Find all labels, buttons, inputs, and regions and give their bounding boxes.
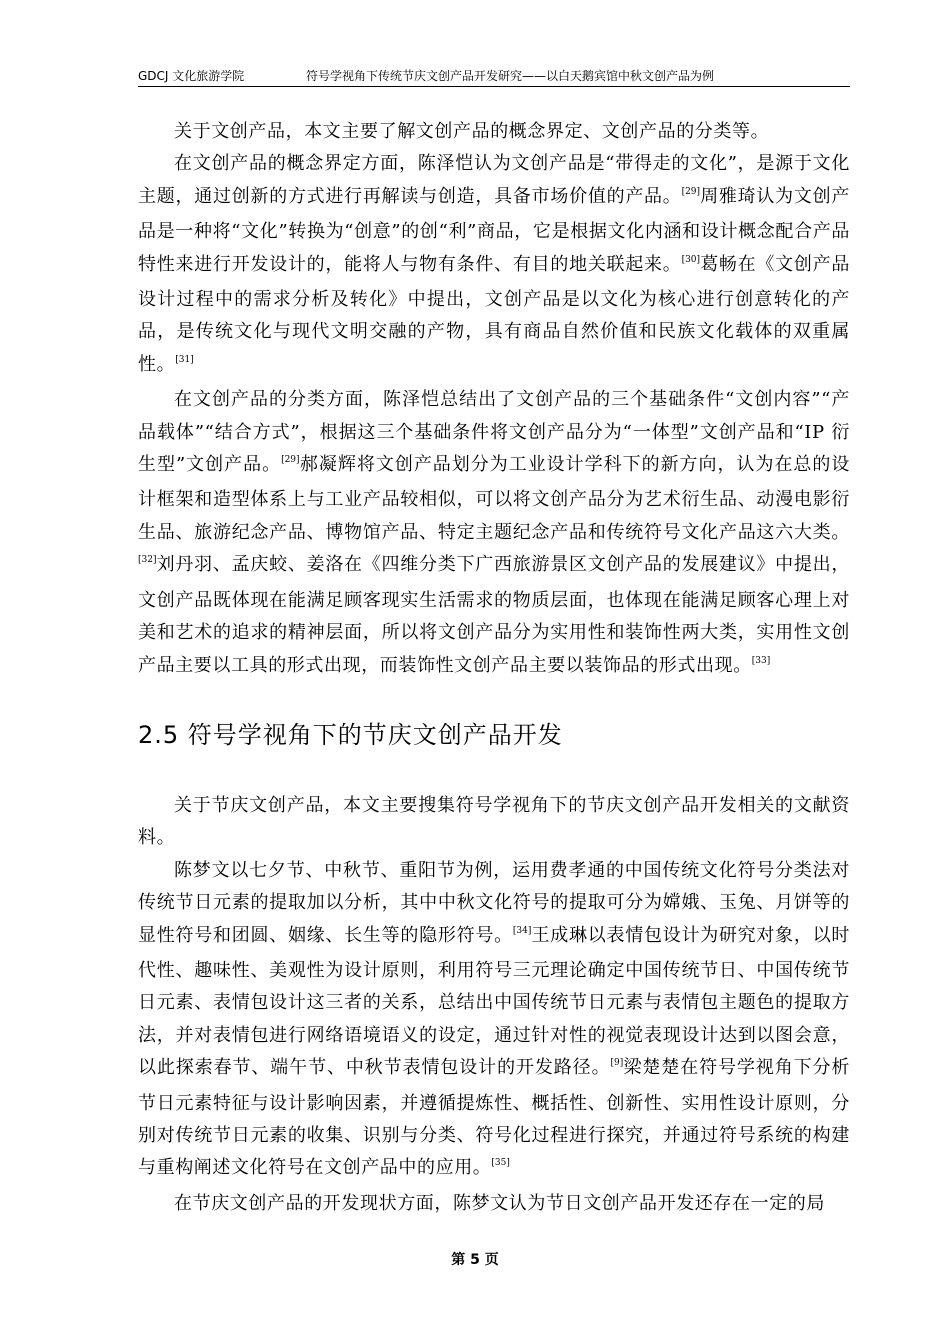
header-divider: [138, 86, 850, 87]
paragraph-text: 刘丹羽、孟庆蛟、姜洛在《四维分类下广西旅游景区文创产品的发展建议》中提出，文创产品既体现在能满足顾客现实生活需求的物质层面，也体现在能满足顾客心理上对美和艺术的追求的精神层面，所以将文创产品分为实用性和装饰性两大类，实用性文创产品主要以工具的形式出现，而装饰性文创产品主要以装饰品的形式出现。: [138, 554, 850, 676]
paragraph: 关于文创产品，本文主要了解文创产品的概念界定、文创产品的分类等。: [174, 121, 770, 142]
citation-ref: [31]: [175, 354, 194, 365]
paragraph-text: 陈梦文以七夕节、中秋节、重阳节为例，运用费孝通的中国传统文化符号分类法对传统节日元素的提取加以分析，其中中秋文化符号的提取可分为嫦娥、玉兔、月饼等的显性符号和团圆、姻缘、长生等的隐形符号。: [138, 859, 850, 946]
paragraph-text: 在文创产品的概念界定方面，陈泽恺认为文创产品是“带得走的文化”，是源于文化主题，通过创新的方式进行再解读与创造，具备市场价值的产品。: [138, 153, 850, 207]
paragraph-text: 梁楚楚在符号学视角下分析节日元素特征与设计影响因素，并遵循提炼性、概括性、创新性、实用性设计原则，分别对传统节日元素的收集、识别与分类、符号化过程进行探究，并通过符号系统的构建与重构阐述文化符号在文创产品中的应用。: [138, 1057, 851, 1179]
header-institution: GDCJ 文化旅游学院: [138, 69, 245, 83]
citation-ref: [29]: [681, 186, 701, 197]
section-heading: 2.5 符号学视角下的节庆文创产品开发: [138, 721, 563, 749]
section-body-2-4: [138, 116, 850, 685]
paragraph-text: 在文创产品的分类方面，陈泽恺总结出了文创产品的三个基础条件“文创内容”“产品载体”“结合方式”，根据这三个基础条件将文创产品分为“一体型”文创产品和“IP 衍生型”文创产品。: [138, 389, 850, 476]
citation-ref: [34]: [512, 925, 532, 936]
header-paper-title: 符号学视角下传统节庆文创产品开发研究——以白天鹅宾馆中秋文创产品为例: [306, 69, 715, 83]
citation-ref: [33]: [751, 655, 771, 666]
page-number: 第 5 页: [451, 1252, 499, 1268]
citation-ref: [32]: [138, 555, 157, 566]
paragraph-text: 周雅琦认为文创产品是一种将“文化”转换为“创意”的创“利”商品，它是根据文化内涵和设计概念配合产品特性来进行开发设计的，能将人与物有条件、有目的地关联起来。: [138, 185, 850, 275]
citation-ref: [29]: [281, 455, 300, 466]
running-header: [138, 66, 850, 86]
paragraph: [138, 855, 850, 1188]
paragraph: 关于节庆文创产品，本文主要搜集符号学视角下的节庆文创产品开发相关的文献资料。: [138, 795, 850, 849]
paragraph: 在节庆文创产品的开发现状方面，陈梦文认为节日文创产品开发还存在一定的局: [174, 1192, 825, 1214]
citation-ref: [9]: [610, 1058, 624, 1069]
paragraph-text: 王成琳以表情包设计为研究对象，以时代性、趣味性、美观性为设计原则，利用符号三元理论确定中国传统节日、中国传统节日元素、表情包设计这三者的关系，总结出中国传统节日元素与表情包主题色的提取方法，并对表情包进行网络语境语义的设定，通过针对性的视觉表现设计达到以图会意，以此探索春节、端午节、中秋节表情包设计的开发路径。: [138, 924, 850, 1079]
paragraph-text: 葛畅在《文创产品设计过程中的需求分析及转化》中提出，文创产品是以文化为核心进行创意转化的产品，是传统文化与现代文明交融的产物，具有商品自然价值和民族文化载体的双重属性。: [138, 253, 850, 375]
citation-ref: [30]: [681, 254, 701, 265]
citation-ref: [35]: [491, 1158, 510, 1169]
paragraph-text: 郝凝辉将文创产品划分为工业设计学科下的新方向，认为在总的设计框架和造型体系上与工业产品较相似，可以将文创产品分为艺术衍生品、动漫电影衍生品、旅游纪念产品、博物馆产品、特定主题纪念产品和传统符号文化产品这六大类。: [138, 454, 850, 543]
paragraph: [138, 384, 850, 685]
paragraph: [138, 148, 850, 384]
section-body-2-5: [138, 790, 850, 1220]
